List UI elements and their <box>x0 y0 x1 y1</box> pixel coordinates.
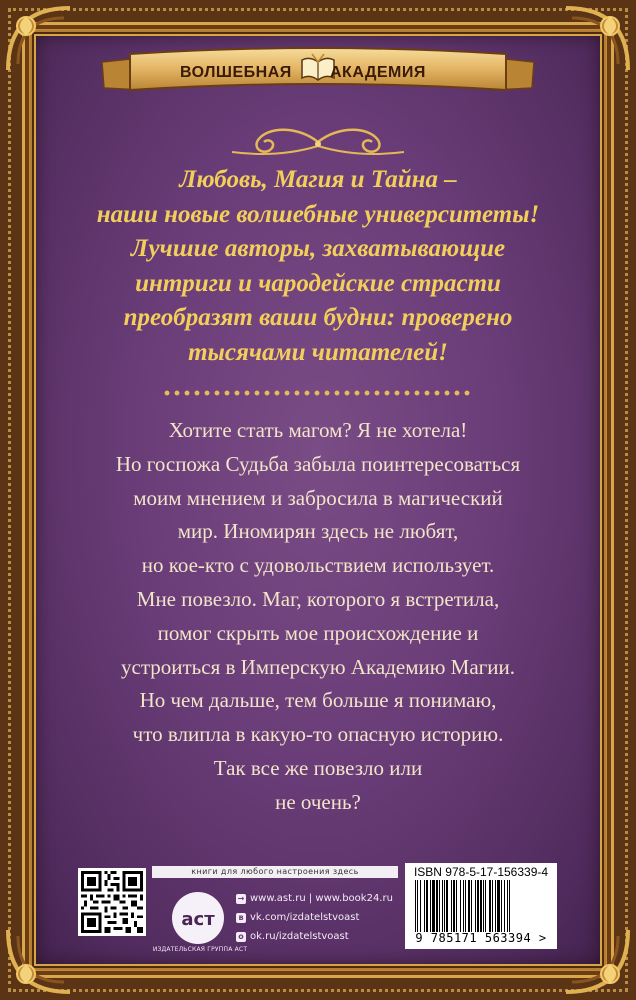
barcode-bar <box>420 880 421 932</box>
barcode-bar <box>451 880 452 932</box>
barcode-bar <box>465 880 466 932</box>
description-line: не очень? <box>275 789 361 814</box>
barcode-number: 9 785171 563394 > <box>415 931 547 945</box>
barcode-bar <box>442 880 443 932</box>
corner-ornament <box>4 4 74 74</box>
barcode-bar <box>475 880 476 932</box>
barcode-bar <box>504 880 505 932</box>
publisher-caption: ИЗДАТЕЛЬСКАЯ ГРУППА АСТ <box>152 946 248 953</box>
description-line: мир. Иномирян здесь не любят, <box>177 519 459 544</box>
description-line: моим мнением и забросила в магический <box>133 485 503 510</box>
barcode-bar <box>417 880 418 932</box>
link-row[interactable] <box>236 889 393 908</box>
corner-ornament <box>4 926 74 996</box>
isbn-label: ISBN 978-5-17-156339-4 <box>413 865 549 879</box>
barcode-bar <box>507 880 508 932</box>
ast-logo <box>168 888 228 948</box>
description-line: помог скрыть мое происхождение и <box>157 620 479 645</box>
ok-link[interactable]: ok.ru/izdatelstvoast <box>250 931 349 942</box>
barcode-bar <box>432 880 435 932</box>
vk-icon: в <box>236 913 246 923</box>
barcode-bar <box>460 880 461 932</box>
barcode-bar <box>424 880 425 932</box>
barcode-bars <box>413 880 549 932</box>
tagline-line: тысячами читателей! <box>188 338 448 366</box>
description-line: Так все же повезло или <box>213 755 423 780</box>
barcode-bar <box>456 880 457 932</box>
series-title-left: ВОЛШЕБНАЯ <box>180 64 292 81</box>
barcode-bar <box>501 880 502 932</box>
barcode-bar <box>480 880 482 932</box>
flourish-ornament <box>228 122 408 162</box>
ok-icon: о <box>236 932 246 942</box>
description-line: что влипла в какую-то опасную историю. <box>132 722 504 747</box>
barcode-bar <box>497 880 500 932</box>
corner-ornament <box>562 4 632 74</box>
barcode-bar <box>439 880 440 932</box>
barcode-bar <box>426 880 428 932</box>
corner-ornament <box>562 926 632 996</box>
tagline-line: наши новые волшебные университеты! <box>96 200 540 228</box>
barcode-bar <box>436 880 438 932</box>
link-row[interactable] <box>236 927 393 946</box>
barcode-bar <box>468 880 470 932</box>
qr-code[interactable] <box>78 868 146 936</box>
description-line: но кое-кто с удовольствием использует. <box>141 553 495 578</box>
tagline-line: Любовь, Магия и Тайна – <box>179 166 457 193</box>
web-icon: → <box>237 893 245 903</box>
description-line: Но госпожа Судьба забыла поинтересоваться <box>115 451 521 476</box>
link-row[interactable] <box>236 908 393 927</box>
barcode-bar <box>483 880 484 932</box>
tagline-line: Лучшие авторы, захватывающие <box>130 235 506 262</box>
tagline-line: преобразят ваши будни: проверено <box>123 304 513 331</box>
series-title-right: АКАДЕМИЯ <box>330 64 426 81</box>
barcode-bar <box>489 880 491 932</box>
barcode-bar <box>485 880 486 932</box>
barcode-bar <box>471 880 472 932</box>
barcode-bar <box>495 880 496 932</box>
website-link[interactable]: www.ast.ru | www.book24.ru <box>250 893 393 904</box>
vk-link[interactable]: vk.com/izdatelstvoast <box>250 912 360 923</box>
barcode-bar <box>492 880 493 932</box>
barcode-bar <box>415 880 416 932</box>
publisher-links <box>236 889 393 946</box>
description-line: Мне повезло. Маг, которого я встретила, <box>136 586 500 611</box>
description-line: устроиться в Имперскую Академию Магии. <box>121 654 515 679</box>
barcode-bar <box>430 880 431 932</box>
barcode-bar <box>444 880 445 932</box>
barcode-bar <box>446 880 448 932</box>
barcode-bar <box>463 880 464 932</box>
ast-logo-text: аст <box>181 909 215 930</box>
isbn-barcode <box>405 863 557 949</box>
barcode-bar <box>477 880 479 932</box>
slogan-strip: книги для любого настроения здесь <box>152 866 398 878</box>
tagline <box>80 163 556 370</box>
description-line: Хотите стать магом? Я не хотела! <box>168 418 468 442</box>
barcode-bar <box>453 880 455 932</box>
barcode-bar <box>509 880 510 932</box>
book-description <box>70 414 566 820</box>
dotted-divider <box>162 390 474 396</box>
tagline-line: интриги и чародейские страсти <box>135 269 501 297</box>
description-line: Но чем дальше, тем больше я понимаю, <box>139 688 497 713</box>
